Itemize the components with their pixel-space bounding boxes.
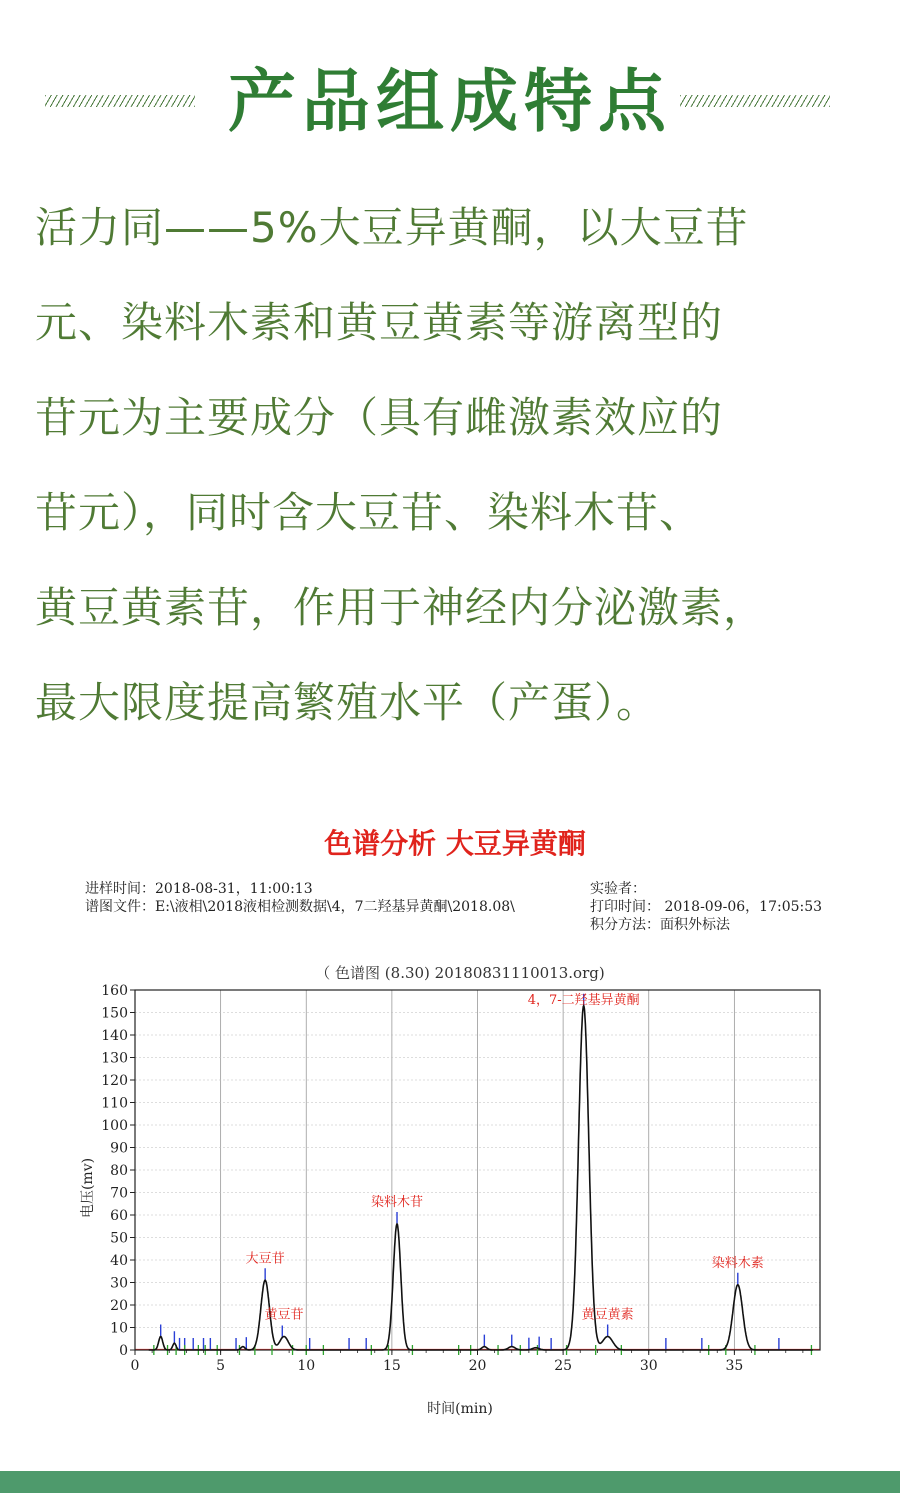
peak-label: 染料木素 bbox=[711, 1255, 764, 1271]
y-tick-label: 20 bbox=[110, 1298, 128, 1314]
x-tick-label: 15 bbox=[382, 1358, 401, 1374]
y-tick-label: 60 bbox=[110, 1208, 128, 1224]
intro-line: 最大限度提高繁殖水平（产蛋）。 bbox=[35, 678, 660, 727]
y-tick-label: 140 bbox=[101, 1028, 128, 1044]
x-tick-label: 25 bbox=[554, 1358, 573, 1374]
peak-markers bbox=[154, 994, 812, 1355]
x-tick-label: 5 bbox=[216, 1358, 226, 1374]
chart-title: （ 色谱图 (8.30) 20180831110013.org) bbox=[315, 964, 605, 982]
y-tick-label: 80 bbox=[110, 1163, 128, 1179]
y-axis-label: 电压(mv) bbox=[80, 1157, 96, 1219]
chromatogram-chart bbox=[20, 950, 890, 1420]
y-tick-label: 0 bbox=[119, 1343, 128, 1359]
y-tick-label: 120 bbox=[101, 1073, 128, 1089]
peak-label: 4，7-二羟基异黄酮 bbox=[527, 993, 640, 1008]
peak-labels bbox=[246, 993, 764, 1323]
file-path: 谱图文件：E:\液相\2018液相检测数据\4，7二羟基异黄酮\2018.08\ bbox=[85, 899, 515, 915]
x-tick-label: 10 bbox=[297, 1358, 316, 1374]
y-tick-label: 10 bbox=[110, 1320, 128, 1337]
intro-line: 元、染料木素和黄豆黄素等游离型的 bbox=[35, 298, 724, 347]
x-tick-label: 20 bbox=[468, 1358, 487, 1374]
chart-axes bbox=[101, 983, 820, 1374]
decorative-hatch-right bbox=[680, 95, 830, 107]
y-tick-label: 150 bbox=[101, 1005, 128, 1022]
peak-label: 黄豆黄素 bbox=[581, 1307, 634, 1323]
injection-time: 进样时间：2018-08-31，11:00:13 bbox=[85, 881, 313, 897]
peak-label: 染料木苷 bbox=[371, 1195, 424, 1210]
header bbox=[0, 55, 900, 150]
intro-line: 黄豆黄素苷，作用于神经内分泌激素， bbox=[35, 583, 767, 632]
intro-line: 苷元），同时含大豆苷、染料木苷、 bbox=[35, 488, 703, 537]
x-tick-label: 0 bbox=[130, 1358, 140, 1374]
x-axis-label: 时间(min) bbox=[427, 1401, 493, 1417]
y-tick-label: 90 bbox=[110, 1140, 128, 1157]
y-tick-label: 130 bbox=[101, 1050, 128, 1067]
y-tick-label: 100 bbox=[101, 1118, 128, 1134]
y-tick-label: 30 bbox=[110, 1275, 128, 1292]
print-time: 打印时间： 2018-09-06，17:05:53 bbox=[590, 899, 823, 915]
y-tick-label: 40 bbox=[110, 1253, 128, 1269]
chromatogram-report bbox=[20, 810, 890, 1450]
intro-line: 苷元为主要成分（具有雌激素效应的 bbox=[35, 393, 724, 442]
integration-method: 积分方法：面积外标法 bbox=[590, 917, 730, 933]
y-tick-label: 160 bbox=[101, 983, 128, 999]
report-title: 色谱分析 大豆异黄酮 bbox=[324, 827, 586, 860]
intro-paragraph bbox=[35, 180, 875, 750]
peak-label: 大豆苷 bbox=[245, 1251, 285, 1267]
intro-line: 活力同——5%大豆异黄酮，以大豆苷 bbox=[35, 203, 749, 252]
y-tick-label: 110 bbox=[101, 1095, 128, 1112]
x-tick-label: 30 bbox=[639, 1358, 658, 1374]
y-tick-label: 70 bbox=[110, 1185, 128, 1202]
x-tick-label: 35 bbox=[725, 1358, 744, 1374]
peak-label: 黄豆苷 bbox=[264, 1307, 304, 1323]
page-title: 产品组成特点 bbox=[227, 63, 672, 142]
y-tick-label: 50 bbox=[110, 1230, 128, 1247]
chart-grid bbox=[135, 990, 820, 1350]
experimenter: 实验者： bbox=[590, 881, 646, 897]
footer-bar bbox=[0, 1471, 900, 1493]
